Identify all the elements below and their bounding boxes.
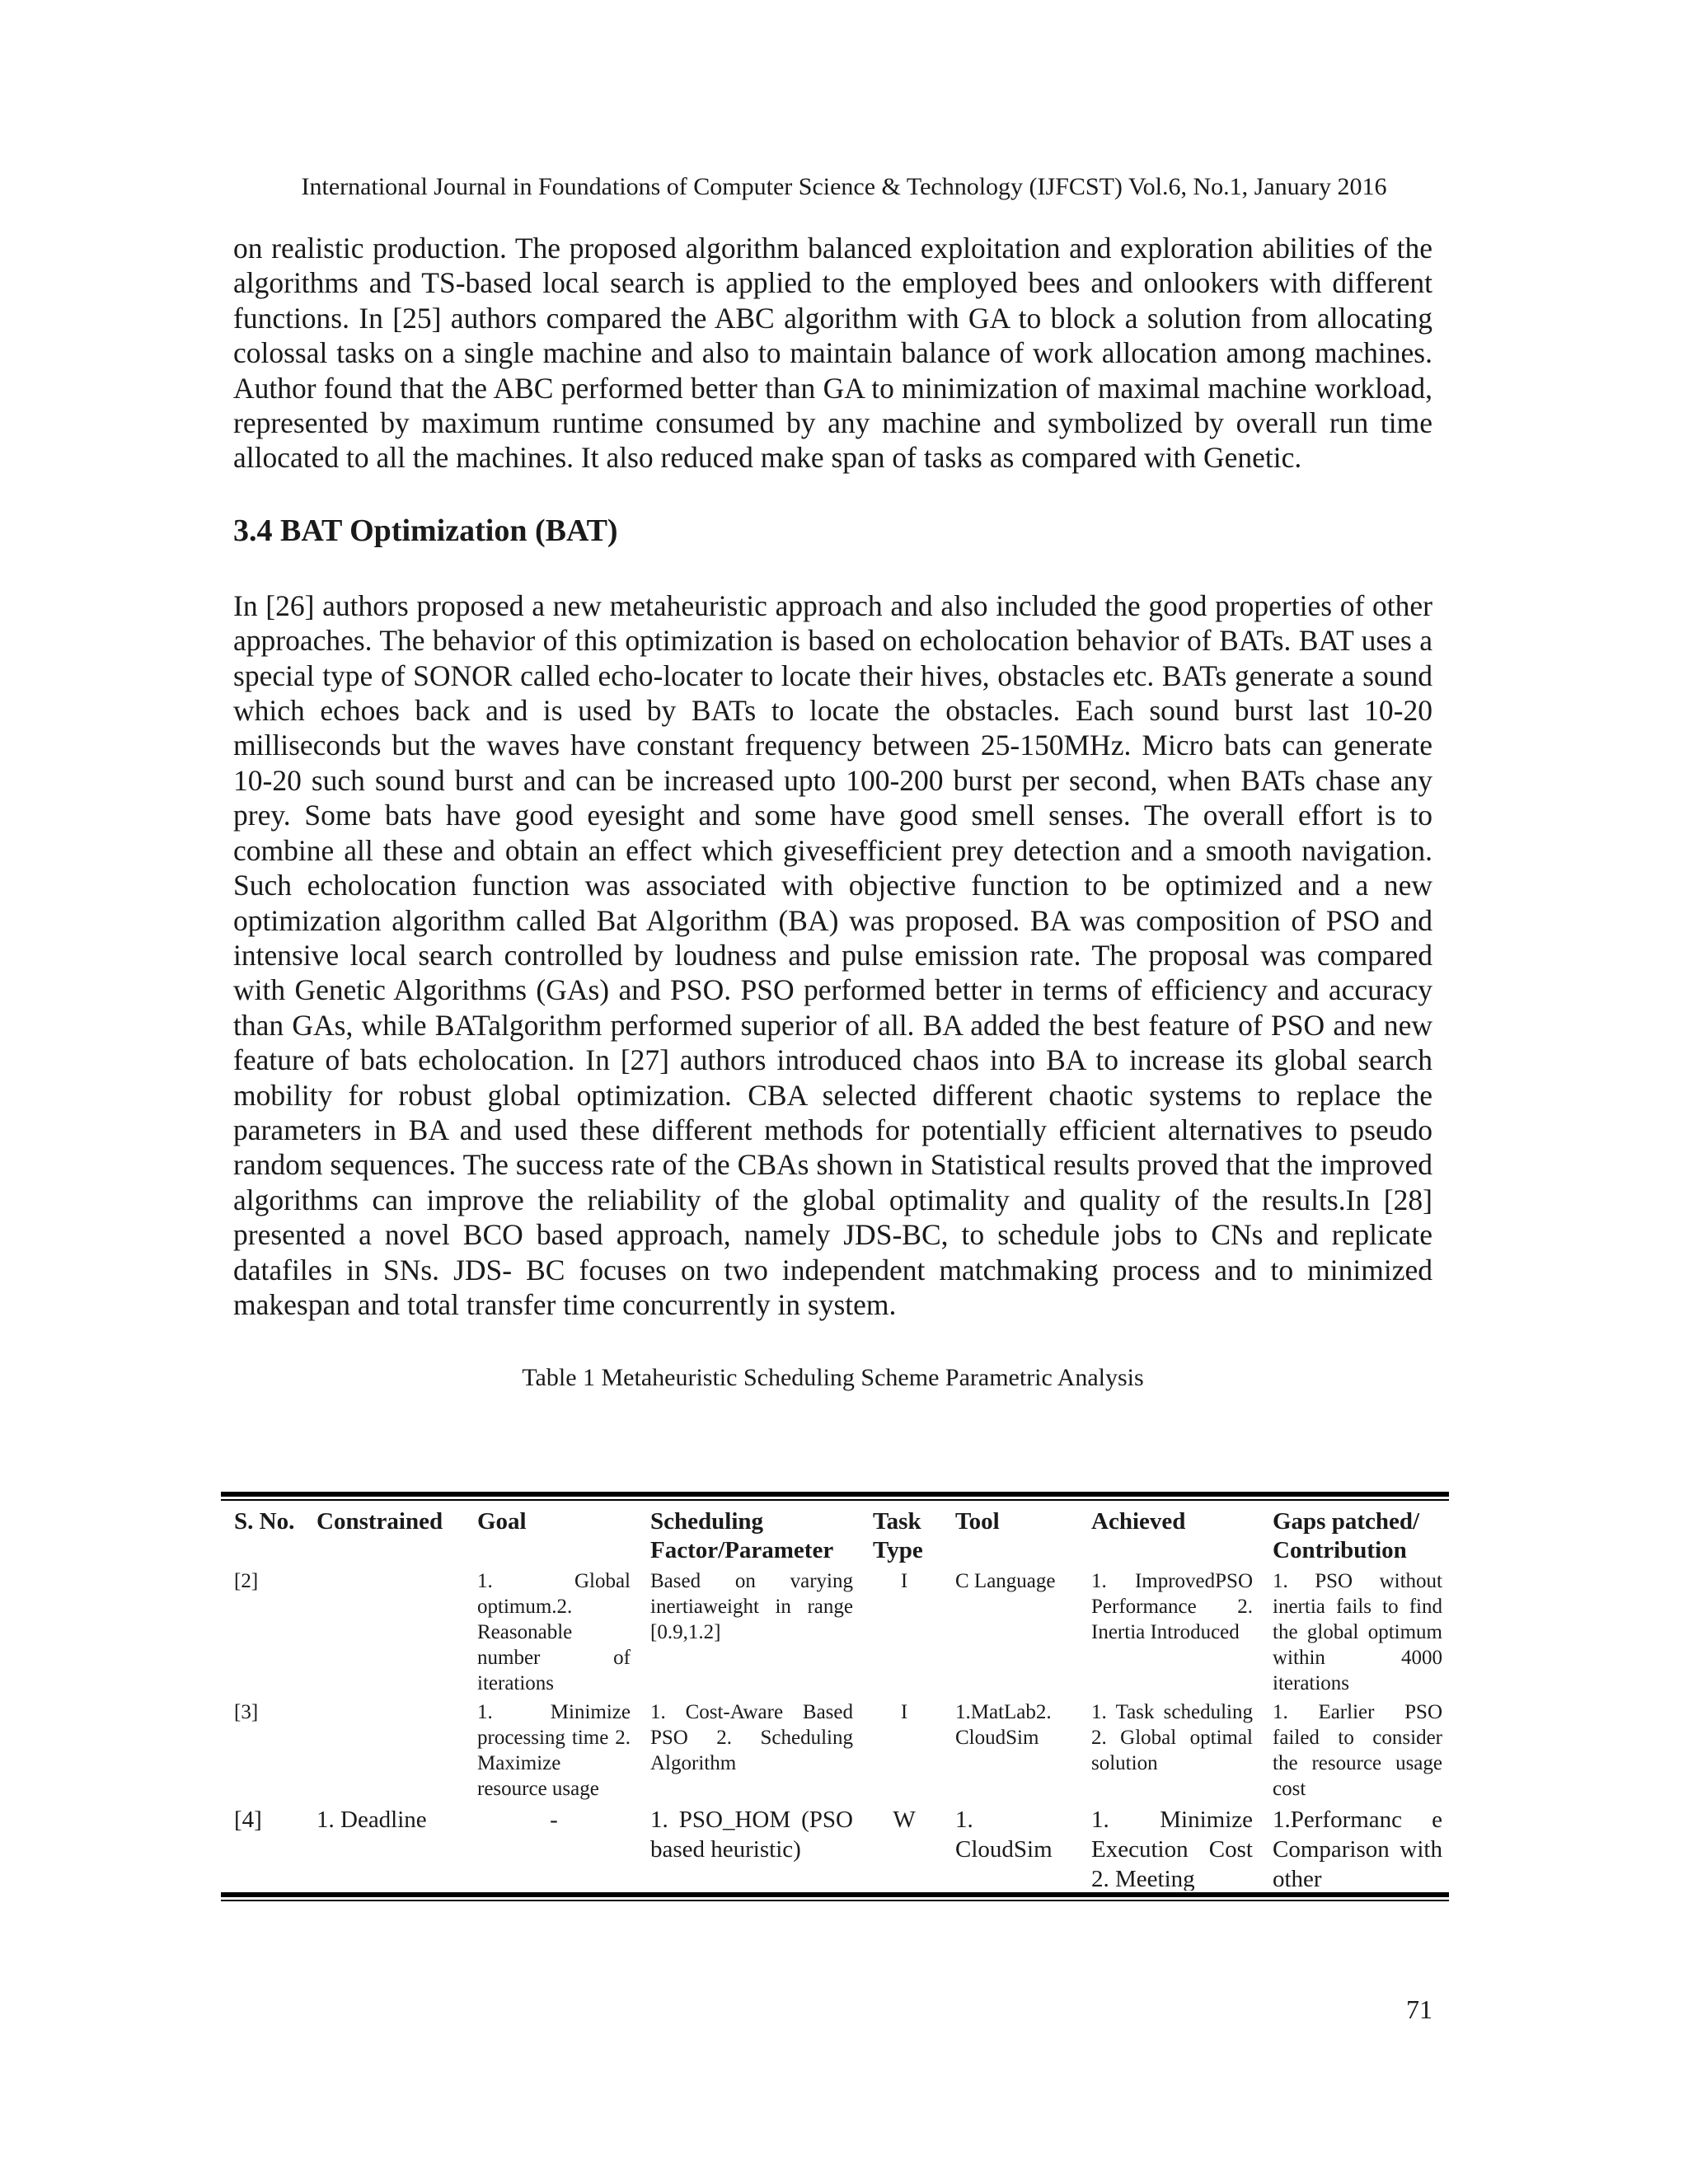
table — [221, 1501, 1449, 1891]
paragraph-bat: In [26] authors proposed a new metaheuristic approach and also included the good properties of other approaches. The behavior of this optimization is based on echolocation behavior of BATs. BAT uses a special type of SONOR called echo-locater to locate their hives, obstacles etc. BATs generate a sound which echoes back and is used by BATs to locate the obstacles. Each sound burst last 10-20 milliseconds but the waves have constant frequency between 25-150MHz. Micro bats can generate 10-20 such sound burst and can be increased upto 100-200 burst per second, when BATs chase any prey. Some bats have good eyesight and some have good smell senses. The overall effort is to combine all these and obtain an effect which givesefficient prey detection and a smooth navigation. Such echolocation function was associated with objective function to be optimized and a new optimization algorithm called Bat Algorithm (BA) was proposed. BA was composition of PSO and intensive local search controlled by loudness and pulse emission rate. The proposal was compared with Genetic Algorithms (GAs) and PSO. PSO performed better in terms of efficiency and accuracy than GAs, while BATalgorithm performed superior of all. BA added the best feature of PSO and new feature of bats echolocation. In [27] authors introduced chaos into BA to increase its global search mobility for robust global optimization. CBA selected different chaotic systems to replace the parameters in BA and used these different methods for potentially efficient alternatives to pseudo random sequences. The success rate of the CBAs shown in Statistical results proved that the improved algorithms can improve the reliability of the global optimality and quality of the results.In [28] presented a novel BCO based approach, namely JDS-BC, to schedule jobs to CNs and replicate datafiles in SNs. JDS- BC focuses on two independent matchmaking process and to minimized makespan and total transfer time concurrently in system. — [233, 588, 1432, 1321]
cell-gaps: 1. PSO without inertia fails to find the global optimum within 4000 iterations — [1273, 1570, 1442, 1694]
table-header-row — [221, 1501, 1449, 1565]
paragraph-abc-ga: on realistic production. The proposed algorithm balanced exploitation and exploration abilities of the algorithms and TS-based local search is applied to the employed bees and onlookers with different functions. In [25] authors compared the ABC algorithm with GA to block a solution from allocating colossal tasks on a single machine and also to maintain balance of work allocation among machines. Author found that the ABC performed better than GA to minimization of maximal machine workload, represented by maximum runtime consumed by any machine and symbolized by overall run time allocated to all the machines. It also reduced make span of tasks as compared with Genetic. — [233, 232, 1432, 475]
col-header-achieved: Achieved — [1091, 1508, 1186, 1535]
cell-constrained — [303, 1802, 464, 1891]
cell-text: 1. Deadline — [316, 1807, 427, 1833]
cell-text: 1. CloudSim — [955, 1807, 1053, 1863]
col-header-scheduling-factor: Scheduling Factor/Parameter — [650, 1508, 834, 1563]
table-row — [221, 1565, 1449, 1696]
cell-achieved: 1. Task scheduling 2. Global optimal solution — [1091, 1701, 1253, 1774]
page-body — [233, 231, 1432, 1393]
cell-sno — [221, 1802, 303, 1891]
table-bottom-rule — [221, 1892, 1449, 1897]
table-row — [221, 1696, 1449, 1802]
cell-tool: C Language — [955, 1570, 1056, 1592]
cell-scheduling-factor: Based on varying inertiaweight in range [0.9,1.2] — [650, 1570, 853, 1643]
col-header-goal: Goal — [477, 1508, 527, 1535]
cell-achieved — [1078, 1802, 1259, 1891]
cell-task-type: I — [900, 1570, 908, 1592]
cell-constrained — [303, 1565, 464, 1696]
cell-task-type — [860, 1802, 942, 1891]
cell-text: [4] — [234, 1807, 262, 1833]
cell-sno: [2] — [234, 1570, 259, 1592]
col-header-sno: S. No. — [234, 1508, 295, 1535]
table-bottom-rule-thin — [221, 1900, 1449, 1901]
cell-text: 1.Performanc e Comparison with other — [1273, 1807, 1442, 1891]
cell-goal: 1. Global optimum.2. Reasonable number of iterations — [477, 1570, 631, 1694]
table-top-rule — [221, 1492, 1449, 1497]
running-header: International Journal in Foundations of Computer Science & Technology (IJFCST) Vol.6, No.1, January 2016 — [301, 173, 1387, 200]
table-caption: Table 1 Metaheuristic Scheduling Scheme Parametric Analysis — [522, 1364, 1144, 1392]
cell-task-type: I — [900, 1701, 908, 1723]
col-header-task-type: Task Type — [873, 1508, 923, 1563]
cell-goal: 1. Minimize processing time 2. Maximize resource usage — [477, 1701, 631, 1800]
parametric-analysis-table — [221, 1492, 1449, 1901]
cell-scheduling-factor — [637, 1802, 860, 1891]
cell-text: - — [550, 1807, 558, 1833]
cell-achieved: 1. ImprovedPSO Performance 2. Inertia Introduced — [1091, 1570, 1253, 1643]
cell-constrained — [303, 1696, 464, 1802]
cell-scheduling-factor: 1. Cost-Aware Based PSO 2. Scheduling Algorithm — [650, 1701, 853, 1774]
cell-sno: [3] — [234, 1701, 259, 1723]
col-header-constrained: Constrained — [316, 1508, 443, 1535]
cell-text: 1. Minimize Execution Cost 2. Meeting — [1091, 1807, 1253, 1891]
cell-tool — [942, 1802, 1078, 1891]
table-row — [221, 1802, 1449, 1891]
col-header-gaps: Gaps patched/ Contribution — [1273, 1508, 1420, 1563]
cell-gaps: 1. Earlier PSO failed to consider the resource usage cost — [1273, 1701, 1442, 1800]
cell-goal — [464, 1802, 637, 1891]
col-header-tool: Tool — [955, 1508, 1000, 1535]
cell-gaps — [1259, 1802, 1449, 1891]
section-heading: 3.4 BAT Optimization (BAT) — [233, 513, 618, 548]
cell-tool: 1.MatLab2. CloudSim — [955, 1701, 1052, 1749]
page-number: 71 — [1406, 1994, 1432, 2024]
cell-text: 1. PSO_HOM (PSO based heuristic) — [650, 1807, 853, 1863]
cell-text: W — [893, 1807, 916, 1833]
